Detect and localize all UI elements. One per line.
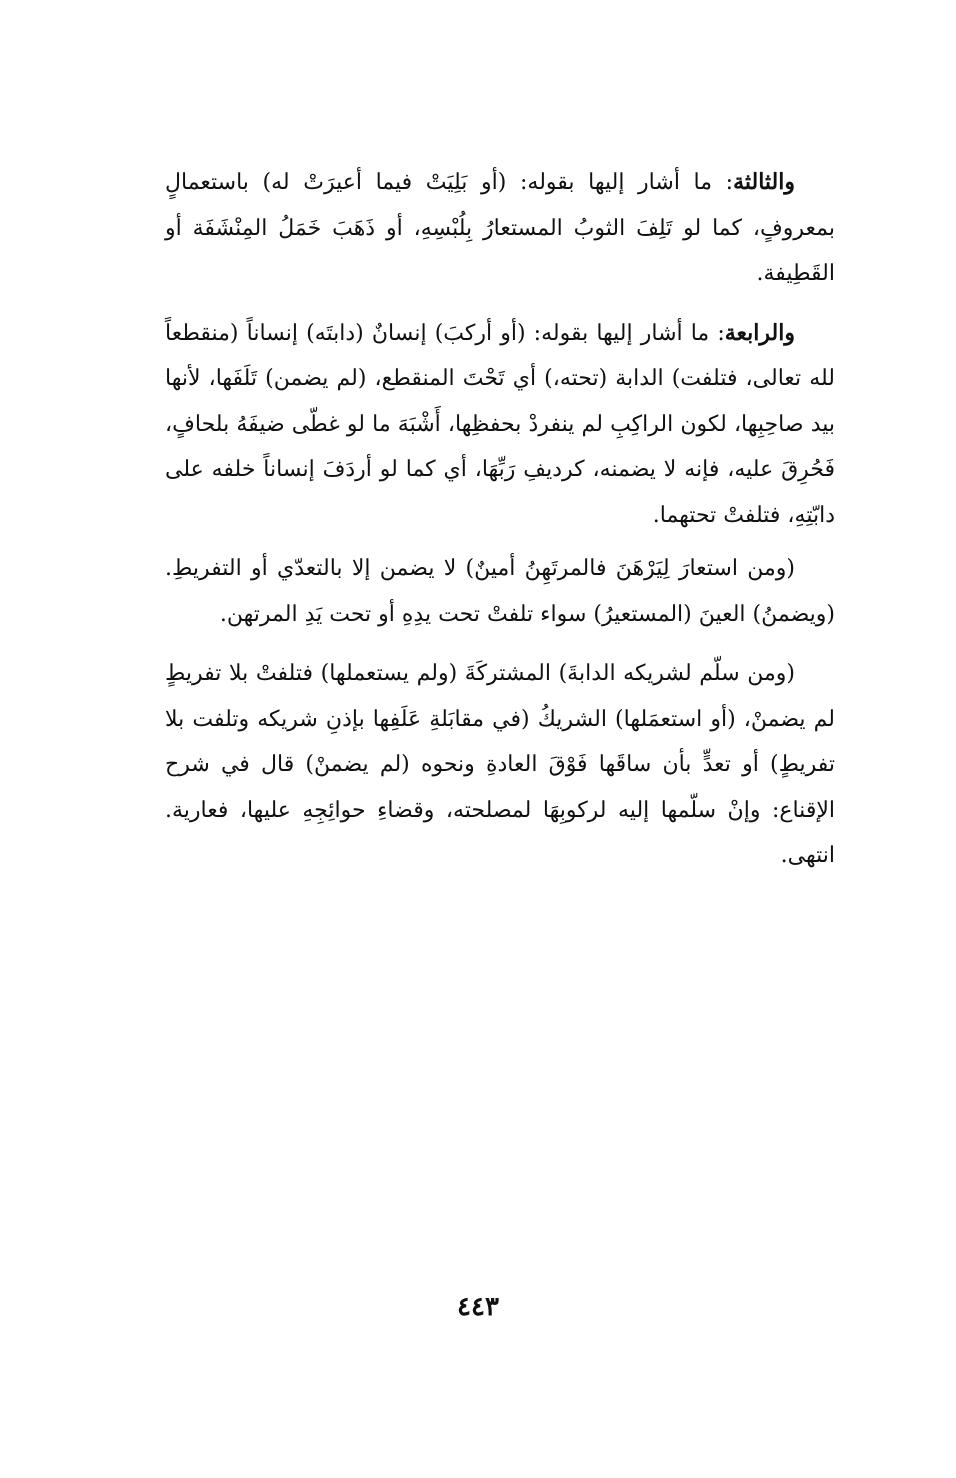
paragraph-text: : ما أشار إليها بقوله: (أو بَلِيَتْ فيما أعيرَتْ له) باستعمالٍ بمعروفٍ، كما لو تَلِفَ الثوبُ المستعارُ بِلُبْسِهِ، أو ذَهَبَ خَمَلُ المِنْشَفَة أو القَطِيفة. [165, 170, 835, 286]
paragraph-third [165, 160, 835, 297]
paragraph-partner-animal [165, 651, 835, 879]
paragraph-fourth [165, 311, 835, 539]
paragraph-text: (ومن سلّم لشريكه الدابةَ) المشتركَةَ (ولم يستعملها) فتلفتْ بلا تفريطٍ لم يضمنْ، (أو استعمَلها) الشريكُ (في مقابَلةِ عَلَفِها بإذنِ شريكه وتلفت بلا تفريطٍ) أو تعدٍّ بأن ساقَها فَوْقَ العادةِ ونحوه (لم يضمنْ) قال في شرح الإقناع: وإنْ سلّمها إليه لركوبِهَا لمصلحته، وقضاءِ حوائِجِهِ عليها، فعارية. انتهى. [165, 661, 835, 868]
paragraph-borrow-to-pledge [165, 546, 835, 637]
paragraph-text: (ومن استعارَ لِيَرْهَنَ فالمرتَهِنُ أمينٌ) لا يضمن إلا بالتعدّي أو التفريطِ. (ويضمنُ) العينَ (المستعيرُ) سواء تلفتْ تحت يدِهِ أو تحت يَدِ المرتهن. [165, 556, 835, 627]
paragraph-lead: والرابعة [724, 319, 795, 346]
paragraph-lead: والثالثة [733, 169, 795, 195]
page-number: ٤٤٣ [457, 1292, 499, 1322]
paragraph-text: : ما أشار إليها بقوله: (أو أركبَ) إنسانٌ (دابتَه) إنساناً (منقطعاً لله تعالى، فتلفت) الدابة (تحته،) أي تَحْتَ المنقطع، (لم يضمن) تَلَفَها، لأنها بيد صاحِبِها، لكون الراكِبِ لم ينفردْ بحفظِها، أَشْبَهَ ما لو غطّى ضيفَهُ بلحافٍ، فَحُرِقَ عليه، فإنه لا يضمنه، كرديفِ رَبِّهَا، أي كما لو أردَفَ إنساناً خلفه على دابّتِهِ، فتلفتْ تحتهما. [165, 320, 835, 528]
page-body [165, 160, 835, 893]
